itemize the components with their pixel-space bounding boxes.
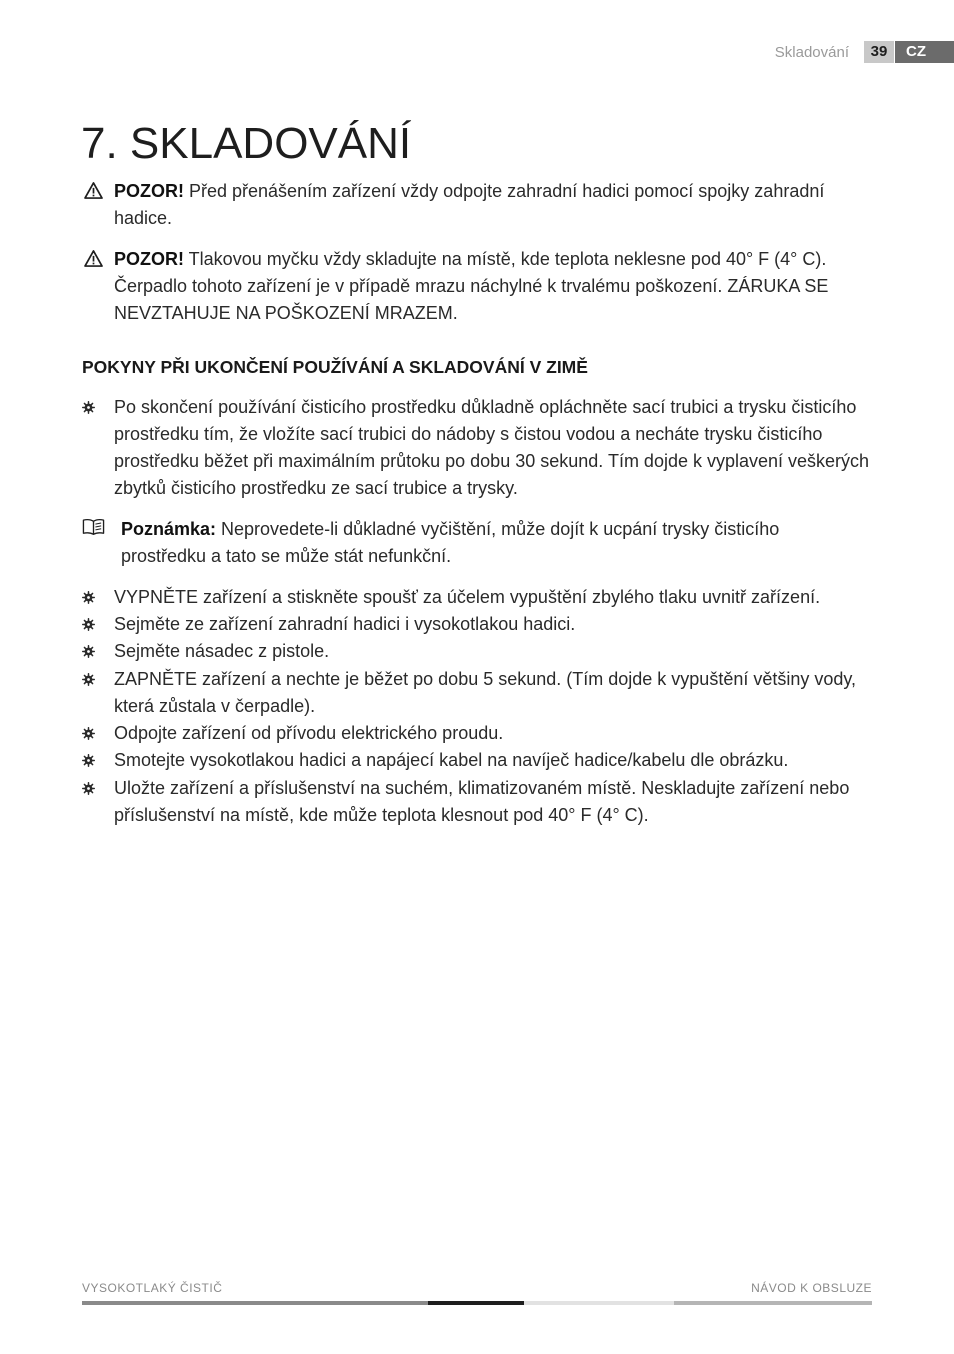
bullet-icon bbox=[82, 645, 95, 658]
warning-text: Před přenášením zařízení vždy odpojte zahradní hadici pomocí spojky zahradní hadice. bbox=[114, 181, 825, 228]
bullet-icon bbox=[82, 727, 95, 740]
list-item: ZAPNĚTE zařízení a nechte je běžet po dobu 5 sekund. (Tím dojde k vypuštění většiny vody, která zůstala v čerpadle). bbox=[114, 669, 857, 716]
note-paragraph bbox=[121, 516, 821, 570]
warning-label: POZOR! bbox=[114, 249, 184, 269]
book-icon bbox=[82, 518, 105, 536]
footer-rule-segment bbox=[82, 1301, 428, 1305]
footer-rule-segment bbox=[428, 1301, 524, 1305]
header-page-number: 39 bbox=[864, 41, 894, 63]
note-text: Neprovedete-li důkladné vyčištění, může dojít k ucpání trysky čisticího prostředku a tato se může stát nefunkční. bbox=[121, 519, 780, 566]
header-language: CZ bbox=[895, 41, 954, 63]
section-subheading: POKYNY PŘI UKONČENÍ POUŽÍVÁNÍ A SKLADOVÁNÍ V ZIMĚ bbox=[82, 357, 588, 377]
footer-product-name: VYSOKOTLAKÝ ČISTIČ bbox=[82, 1281, 223, 1295]
warning-paragraph bbox=[114, 246, 874, 327]
warning-icon bbox=[84, 250, 103, 267]
list-item: Uložte zařízení a příslušenství na suchém, klimatizovaném místě. Neskladujte zařízení nebo příslušenství na místě, kde může teplota klesnout pod 40° F (4° C). bbox=[114, 778, 850, 825]
note-label: Poznámka: bbox=[121, 519, 217, 539]
warning-text: Tlakovou myčku vždy skladujte na místě, kde teplota neklesne pod 40° F (4° C). Čerpadlo tohoto zařízení je v případě mrazu náchylné k trvalému poškození. ZÁRUKA SE NEVZTAHUJE NA POŠKOZENÍ MRAZEM. bbox=[114, 249, 829, 323]
warning-label: POZOR! bbox=[114, 181, 184, 201]
bullet-icon bbox=[82, 754, 95, 767]
warning-icon bbox=[84, 182, 103, 199]
page-title: 7. SKLADOVÁNÍ bbox=[81, 119, 412, 168]
footer-rule-segment bbox=[524, 1301, 674, 1305]
footer-rule-segment bbox=[674, 1301, 872, 1305]
warning-paragraph bbox=[114, 178, 859, 232]
bullet-icon bbox=[82, 782, 95, 795]
bullet-icon bbox=[82, 618, 95, 631]
bullet-icon bbox=[82, 401, 95, 414]
header-section-name: Skladování bbox=[774, 44, 849, 61]
list-item: VYPNĚTE zařízení a stiskněte spoušť za účelem vypuštění zbylého tlaku uvnitř zařízení. bbox=[114, 587, 821, 607]
bullet-icon bbox=[82, 591, 95, 604]
list-item: Odpojte zařízení od přívodu elektrického proudu. bbox=[114, 723, 504, 743]
list-item: Po skončení používání čisticího prostředku důkladně opláchněte sací trubici a trysku čisticího prostředku tím, že vložíte sací trubici do nádoby s čistou vodou a necháte trysku čisticího prostředku běžet při maximálním průtoku po dobu 30 sekund. Tím dojde k vyplavení veškerých zbytků čisticího prostředku ze sací trubice a trysky. bbox=[114, 397, 870, 498]
list-item: Smotejte vysokotlakou hadici a napájecí kabel na navíječ hadice/kabelu dle obrázku. bbox=[114, 750, 789, 770]
footer-document-name: NÁVOD K OBSLUZE bbox=[751, 1281, 872, 1295]
list-item: Sejměte násadec z pistole. bbox=[114, 641, 330, 661]
bullet-icon bbox=[82, 673, 95, 686]
list-item: Sejměte ze zařízení zahradní hadici i vysokotlakou hadici. bbox=[114, 614, 576, 634]
